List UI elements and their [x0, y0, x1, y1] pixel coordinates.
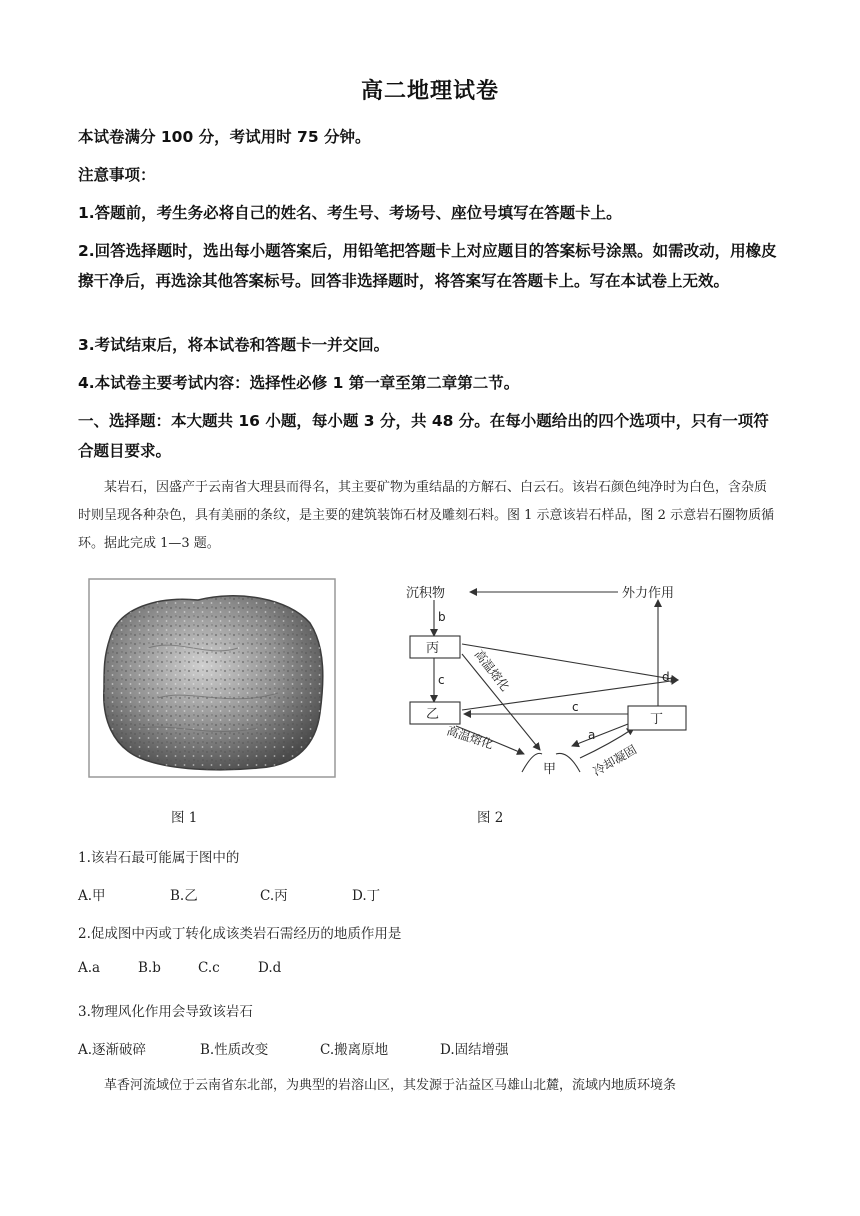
question-3-stem: 3.物理风化作用会导致该岩石: [78, 1004, 253, 1020]
passage-2: 革香河流域位于云南省东北部，为典型的岩溶山区，其发源于沾益区马雄山北麓，流域内地质环境条: [104, 1078, 677, 1093]
question-2-options: [78, 960, 778, 976]
q3-option-a[interactable]: A.逐渐破碎: [78, 1042, 147, 1058]
figure-1: [88, 578, 336, 778]
q1-option-d[interactable]: D.丁: [352, 888, 381, 904]
label-cool-solidify: 冷却凝固: [590, 742, 640, 779]
notice-item-3: 3.考试结束后，将本试卷和答题卡一并交回。: [78, 336, 390, 354]
notice-item-1: 1.答题前，考生务必将自己的姓名、考生号、考场号、座位号填写在答题卡上。: [78, 204, 622, 222]
label-ding: 丁: [650, 712, 664, 727]
label-bing: 丙: [426, 641, 440, 656]
label-jia: 甲: [543, 762, 557, 777]
exam-title: 高二地理试卷: [360, 79, 499, 104]
label-c-left: c: [438, 673, 445, 687]
rock-cycle-diagram: [396, 574, 696, 786]
label-b: b: [438, 610, 446, 624]
notice-item-4: 4.本试卷主要考试内容：选择性必修 1 第一章至第二章第二节。: [78, 374, 520, 392]
label-melt-1: 高温熔化: [471, 647, 513, 694]
figure-2-caption: 图 2: [477, 810, 504, 826]
q2-option-b[interactable]: B.b: [138, 960, 161, 976]
figure-1-caption: 图 1: [171, 810, 198, 826]
rock-sample-image: [88, 578, 336, 778]
q1-option-b[interactable]: B.乙: [170, 888, 198, 904]
q2-option-c[interactable]: C.c: [198, 960, 220, 976]
label-melt-2: 高温熔化: [445, 723, 496, 752]
section-1-heading: 一、选择题：本大题共 16 小题，每小题 3 分，共 48 分。在每小题给出的四个选项中，只有一项符合题目要求。: [78, 412, 769, 460]
q1-option-a[interactable]: A.甲: [78, 888, 106, 904]
label-yi: 乙: [426, 707, 440, 722]
score-line: 本试卷满分 100 分，考试用时 75 分钟。: [78, 128, 371, 146]
q1-option-c[interactable]: C.丙: [260, 888, 288, 904]
label-sediment: 沉积物: [406, 586, 446, 601]
label-c-mid: c: [572, 700, 579, 714]
q2-option-d[interactable]: D.d: [258, 960, 282, 976]
q3-option-d[interactable]: D.固结增强: [440, 1042, 509, 1058]
notice-item-2: 2.回答选择题时，选出每小题答案后，用铅笔把答题卡上对应题目的答案标号涂黑。如需改动，用橡皮擦干净后，再选涂其他答案标号。回答非选择题时，将答案写在答题卡上。写在本试卷上无效。: [78, 242, 777, 290]
label-d: d: [662, 670, 670, 684]
question-1-stem: 1.该岩石最可能属于图中的: [78, 850, 240, 866]
label-a: a: [588, 728, 596, 742]
question-2-stem: 2.促成图中丙或丁转化成该类岩石需经历的地质作用是: [78, 926, 402, 942]
notice-heading: 注意事项：: [78, 166, 156, 184]
q3-option-c[interactable]: C.搬离原地: [320, 1042, 389, 1058]
figure-2: [396, 574, 696, 786]
label-external-force: 外力作用: [622, 586, 675, 601]
question-1-options: [78, 884, 778, 904]
q3-option-b[interactable]: B.性质改变: [200, 1042, 269, 1058]
passage-1: 某岩石，因盛产于云南省大理县而得名，其主要矿物为重结晶的方解石、白云石。该岩石颜色纯净时为白色，含杂质时则呈现各种杂色，具有美丽的条纹，是主要的建筑装饰石材及雕刻石料。图 1 示意该岩石样品，图 2 示意岩石圈物质循环。据此完成 1—3 题。: [78, 480, 775, 551]
q2-option-a[interactable]: A.a: [78, 960, 101, 976]
question-3-options: [78, 1038, 778, 1058]
